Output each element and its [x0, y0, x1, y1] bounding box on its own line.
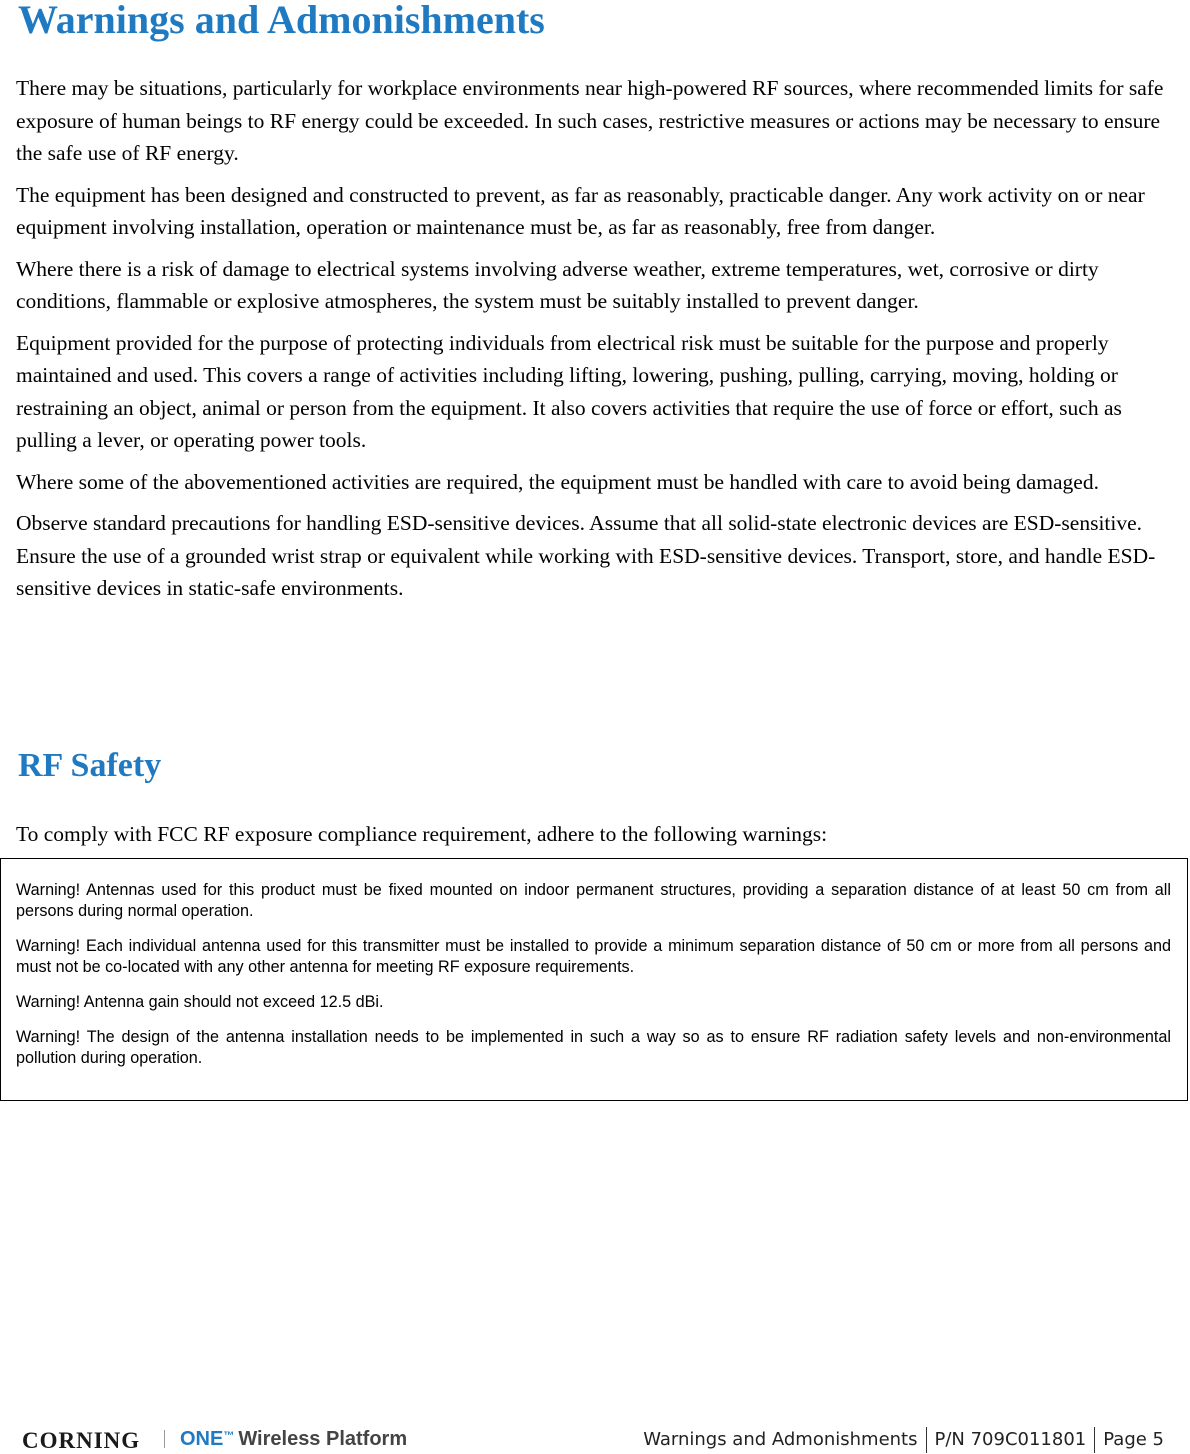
warning-antenna-gain: Warning! Antenna gain should not exceed 12.5 dBi.: [16, 993, 384, 1011]
one-wireless-platform-logo: [180, 1428, 407, 1451]
warning-fixed-mount: Warning! Antennas used for this product must be fixed mounted on indoor permanent structures, providing a separation distance of at least 50 cm from all persons during normal operation.: [16, 881, 1171, 920]
body-text: [16, 72, 1178, 614]
paragraph-handling-care: Where some of the abovementioned activities are required, the equipment must be handled with care to avoid being damaged.: [16, 469, 1099, 494]
paragraph-esd-precautions: Observe standard precautions for handling ESD-sensitive devices. Assume that all solid-state electronic devices are ESD-sensitive. Ensure the use of a grounded wrist strap or equivalent while working with ESD-sensitive devices. Transport, store, and handle ESD-sensitive devices in static-safe environments.: [16, 511, 1156, 600]
logo-divider: [164, 1430, 165, 1448]
logo-one-text: ONE: [180, 1428, 224, 1450]
warning-separation-distance: Warning! Each individual antenna used for this transmitter must be installed to provide a minimum separation distance of 50 cm or more from all persons and must not be co-located with any other antenna for meeting RF exposure requirements.: [16, 937, 1171, 976]
paragraph-equipment-design: The equipment has been designed and constructed to prevent, as far as reasonably, practicable danger. Any work activity on or near equipment involving installation, operation or maintenance must be, as far as reasonably, free from danger.: [16, 182, 1145, 239]
rf-safety-intro: To comply with FCC RF exposure compliance requirement, adhere to the following warnings:: [16, 822, 828, 846]
page-footer: [0, 1422, 1190, 1454]
paragraph-electrical-risk: Where there is a risk of damage to electrical systems involving adverse weather, extreme temperatures, wet, corrosive or dirty conditions, flammable or explosive atmospheres, the system must be suitably installed to prevent danger.: [16, 256, 1099, 313]
logo-platform-text: Wireless Platform: [238, 1428, 408, 1450]
footer-page-number: Page 5: [1103, 1429, 1164, 1450]
warning-installation-design: Warning! The design of the antenna installation needs to be implemented in such a way so as to ensure RF radiation safety levels and non-environmental pollution during operation.: [16, 1028, 1171, 1067]
warning-box: [0, 858, 1188, 1101]
paragraph-protective-equipment: Equipment provided for the purpose of protecting individuals from electrical risk must be suitable for the purpose and properly maintained and used. This covers a range of activities including lifting, lowering, pushing, pulling, carrying, moving, holding or restraining an object, animal or person from the equipment. It also covers activities that require the use of force or effort, such as pulling a lever, or operating power tools.: [16, 330, 1122, 452]
footer-info: [635, 1427, 1164, 1453]
page-title: Warnings and Admonishments: [18, 0, 545, 42]
corning-logo: CORNING: [22, 1428, 141, 1453]
rf-safety-heading: RF Safety: [18, 747, 162, 784]
trademark-symbol: ™: [223, 1430, 235, 1442]
footer-section-title: Warnings and Admonishments: [643, 1429, 918, 1450]
footer-part-number: P/N 709C011801: [934, 1429, 1087, 1450]
paragraph-rf-exposure: There may be situations, particularly for workplace environments near high-powered RF sources, where recommended limits for safe exposure of human beings to RF energy could be exceeded. In such cases, restrictive measures or actions may be necessary to ensure the safe use of RF energy.: [16, 76, 1164, 165]
